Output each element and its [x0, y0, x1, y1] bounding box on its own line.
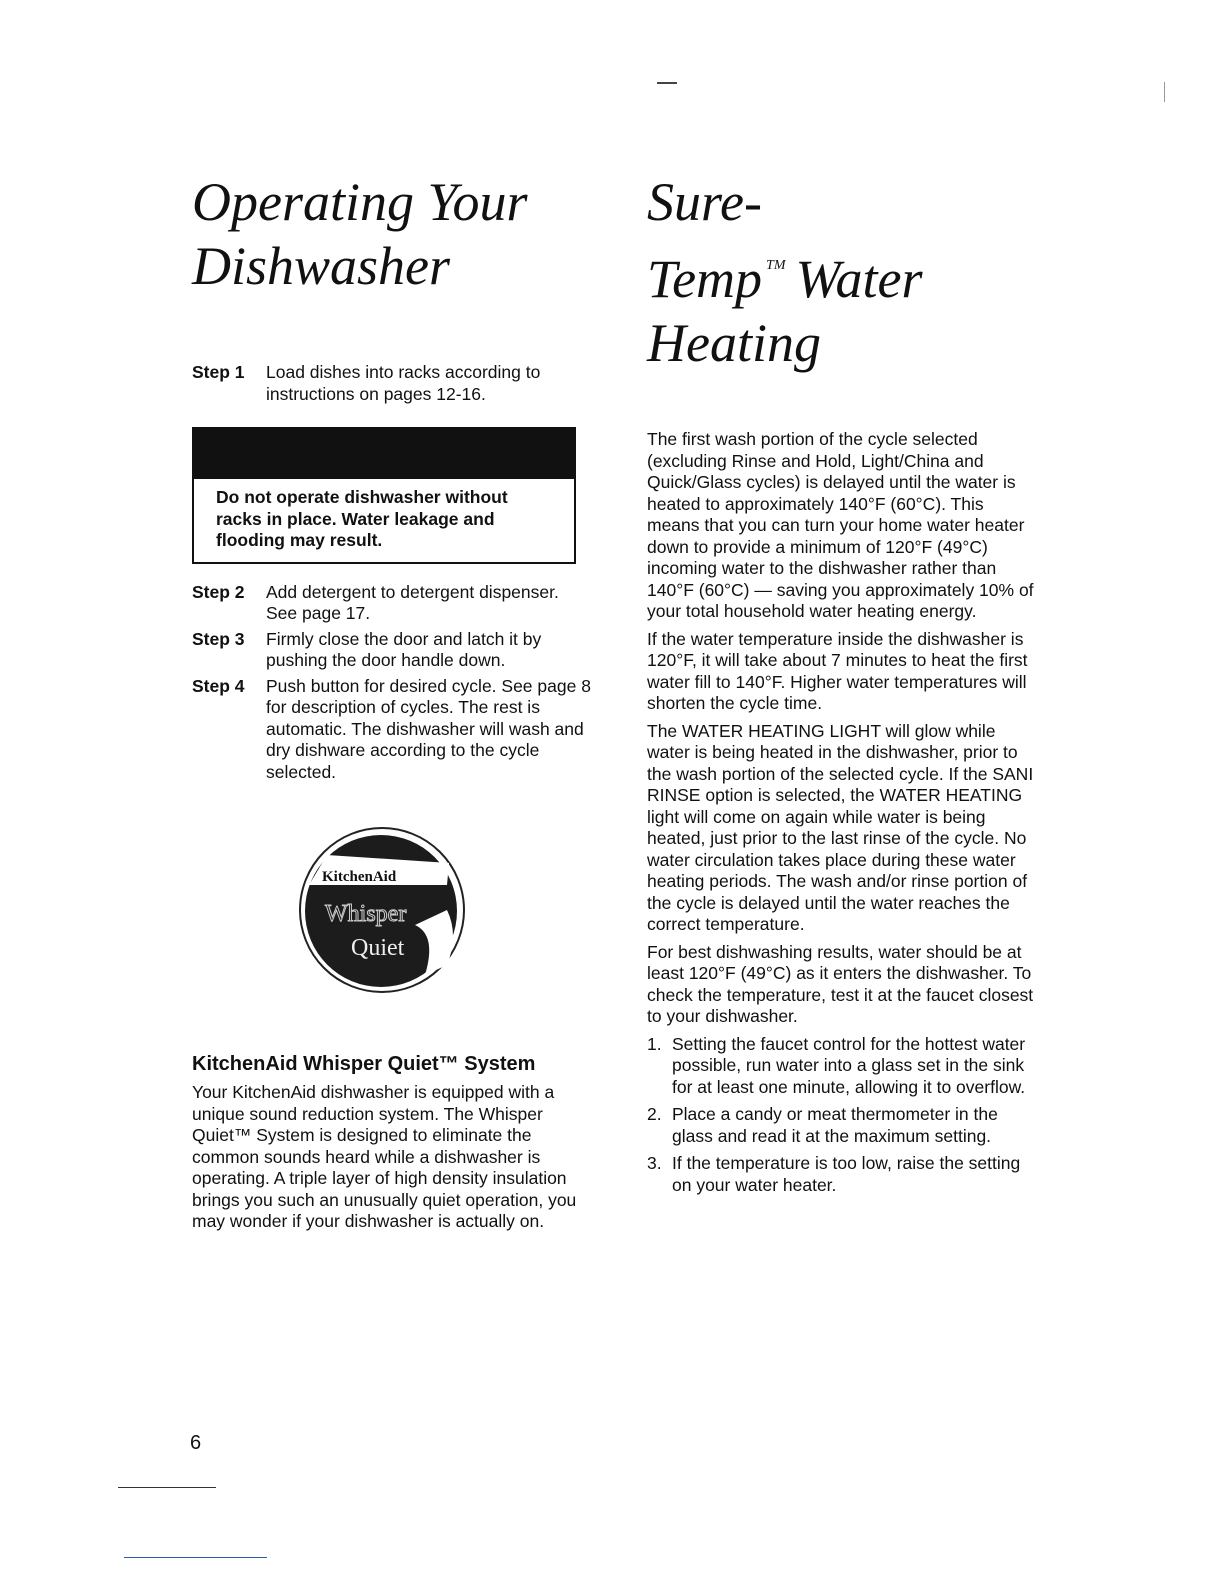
step-text: Load dishes into racks according to instructions on pages 12-16. — [266, 362, 541, 404]
page-title-right — [647, 170, 1037, 375]
step-4 — [192, 676, 592, 784]
scan-mark — [1164, 82, 1165, 102]
warning-header-bar — [194, 429, 574, 479]
step-label: Step 3 — [192, 628, 245, 649]
step-1 — [192, 362, 592, 405]
step-2 — [192, 582, 592, 625]
trademark-mark: TM — [766, 258, 786, 273]
step-text: Add detergent to detergent dispenser. See page 17. — [266, 581, 559, 623]
paragraph: For best dishwashing results, water should be at least 120°F (49°C) as it enters the dishwasher. To check the temperature, test it at the faucet closest to your dishwasher. — [647, 941, 1034, 1026]
list-number: 2. — [647, 1104, 662, 1124]
page-title-left — [192, 170, 592, 298]
list-item — [647, 1153, 1037, 1196]
warning-text: Do not operate dishwasher without racks in place. Water leakage and flooding may result. — [216, 487, 508, 550]
page-number: 6 — [190, 1432, 202, 1454]
section-paragraph: Your KitchenAid dishwasher is equipped with a unique sound reduction system. The Whisper Quiet™ System is designed to eliminate the common sounds heard while a dishwasher is operating. A triple layer of high density insulation brings you such an unusually quiet operation, you may wonder if your dishwasher is actually on. — [192, 1082, 577, 1231]
list-text: If the temperature is too low, raise the setting on your water heater. — [672, 1153, 1021, 1195]
step-3 — [192, 629, 592, 672]
scan-mark — [657, 82, 677, 84]
step-text: Firmly close the door and latch it by pushing the door handle down. — [266, 628, 542, 670]
section-heading: KitchenAid Whisper Quiet™ System — [192, 1053, 536, 1075]
title-line: Operating Your — [192, 172, 528, 232]
list-number: 3. — [647, 1153, 662, 1173]
numbered-list — [647, 1034, 1037, 1197]
logo-icon — [297, 815, 467, 995]
step-label: Step 2 — [192, 581, 245, 602]
right-column — [647, 170, 1037, 1202]
whisper-quiet-logo — [297, 815, 467, 995]
step-text: Push button for desired cycle. See page 8 for description of cycles. The rest is automatic. The dishwasher will wash and dry dishware according to the cycle selected. — [266, 675, 591, 782]
paragraph: The WATER HEATING LIGHT will glow while water is being heated in the dishwasher, prior to the wash portion of the selected cycle. If the SANI RINSE option is selected, the WATER HEATING light will come on again while water is being heated, just prior to the last rinse of the cycle. No water circulation takes place during these water heating periods. The wash and/or rinse portion of the cycle is delayed until the water reaches the correct temperature. — [647, 720, 1034, 934]
logo-line1-text: Whisper — [325, 901, 407, 927]
list-number: 1. — [647, 1033, 662, 1054]
list-item — [647, 1104, 1037, 1147]
left-column — [192, 170, 592, 1231]
list-text: Setting the faucet control for the hottest water possible, run water into a glass set in the sink for at least one minute, allowing it to overflow. — [672, 1033, 1026, 1097]
step-label: Step 1 — [192, 362, 245, 382]
whisper-quiet-section — [192, 1052, 592, 1239]
list-text: Place a candy or meat thermometer in the glass and read it at the maximum setting. — [672, 1104, 998, 1146]
footer-rule — [118, 1487, 216, 1488]
warning-box — [192, 427, 576, 564]
footer-rule-blue — [124, 1557, 267, 1558]
paragraph: If the water temperature inside the dishwasher is 120°F, it will take about 7 minutes to heat the first water fill to 140°F. Higher water temperatures will shorten the cycle time. — [647, 628, 1028, 713]
title-line: Heating — [647, 313, 821, 373]
logo-line2-text: Quiet — [351, 935, 405, 961]
title-line: Water — [795, 249, 923, 309]
paragraph: The first wash portion of the cycle selected (excluding Rinse and Hold, Light/China and Quick/Glass cycles) is delayed until the water is heated to approximately 140°F (60°C). This means that you can turn your home water heater down to provide a minimum of 120°F (49°C) incoming water to the dishwasher rather than 140°F (60°C) — saving you approximately 10% of your total household water heating energy. — [647, 429, 1034, 621]
list-item — [647, 1034, 1037, 1099]
title-line: Dishwasher — [192, 236, 451, 296]
title-line: Sure-Temp — [647, 172, 763, 309]
step-label: Step 4 — [192, 675, 245, 696]
logo-brand-text: KitchenAid — [322, 869, 397, 885]
